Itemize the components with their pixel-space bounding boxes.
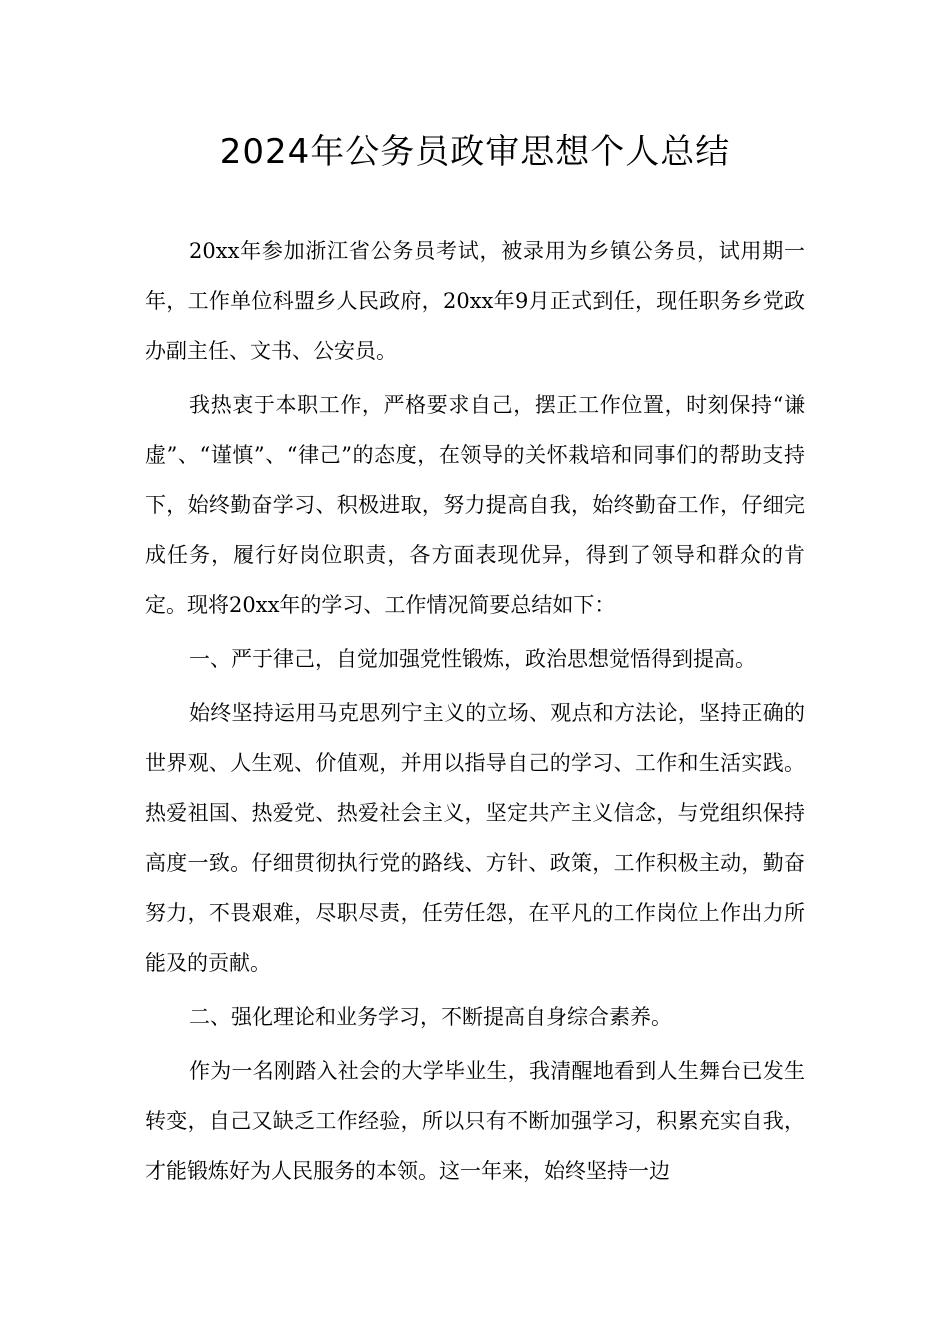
section-heading: 二、强化理论和业务学习，不断提高自身综合素养。 — [189, 1005, 672, 1029]
paragraph: 我热衷于本职工作，严格要求自己，摆正工作位置，时刻保持“谦虚”、“谨慎”、“律己”的态度，在领导的关怀栽培和同事们的帮助支持下，始终勤奋学习、积极进取，努力提高自我，始终勤奋工作，仔细完成任务，履行好岗位职责，各方面表现优异，得到了领导和群众的肯定。现将20xx年的学习、工作情况简要总结如下： — [145, 393, 805, 617]
document-title: 2024年公务员政审思想个人总结 — [219, 132, 731, 172]
paragraph: 20xx年参加浙江省公务员考试，被录用为乡镇公务员，试用期一年，工作单位科盟乡人民政府，20xx年9月正式到任，现任职务乡党政办副主任、文书、公安员。 — [145, 239, 805, 363]
paragraph: 作为一名刚踏入社会的大学毕业生，我清醒地看到人生舞台已发生转变，自己又缺乏工作经验，所以只有不断加强学习，积累充实自我，才能锻炼好为人民服务的本领。这一年来，始终坚持一边 — [145, 1059, 805, 1183]
section-heading: 一、严于律己，自觉加强党性锻炼，政治思想觉悟得到提高。 — [189, 647, 756, 671]
document-body — [145, 226, 805, 1200]
paragraph: 始终坚持运用马克思列宁主义的立场、观点和方法论，坚持正确的世界观、人生观、价值观，并用以指导自己的学习、工作和生活实践。热爱祖国、热爱党、热爱社会主义，坚定共产主义信念，与党组织保持高度一致。仔细贯彻执行党的路线、方针、政策，工作积极主动，勤奋努力，不畏艰难，尽职尽责，任劳任怨，在平凡的工作岗位上作出力所能及的贡献。 — [145, 701, 805, 975]
